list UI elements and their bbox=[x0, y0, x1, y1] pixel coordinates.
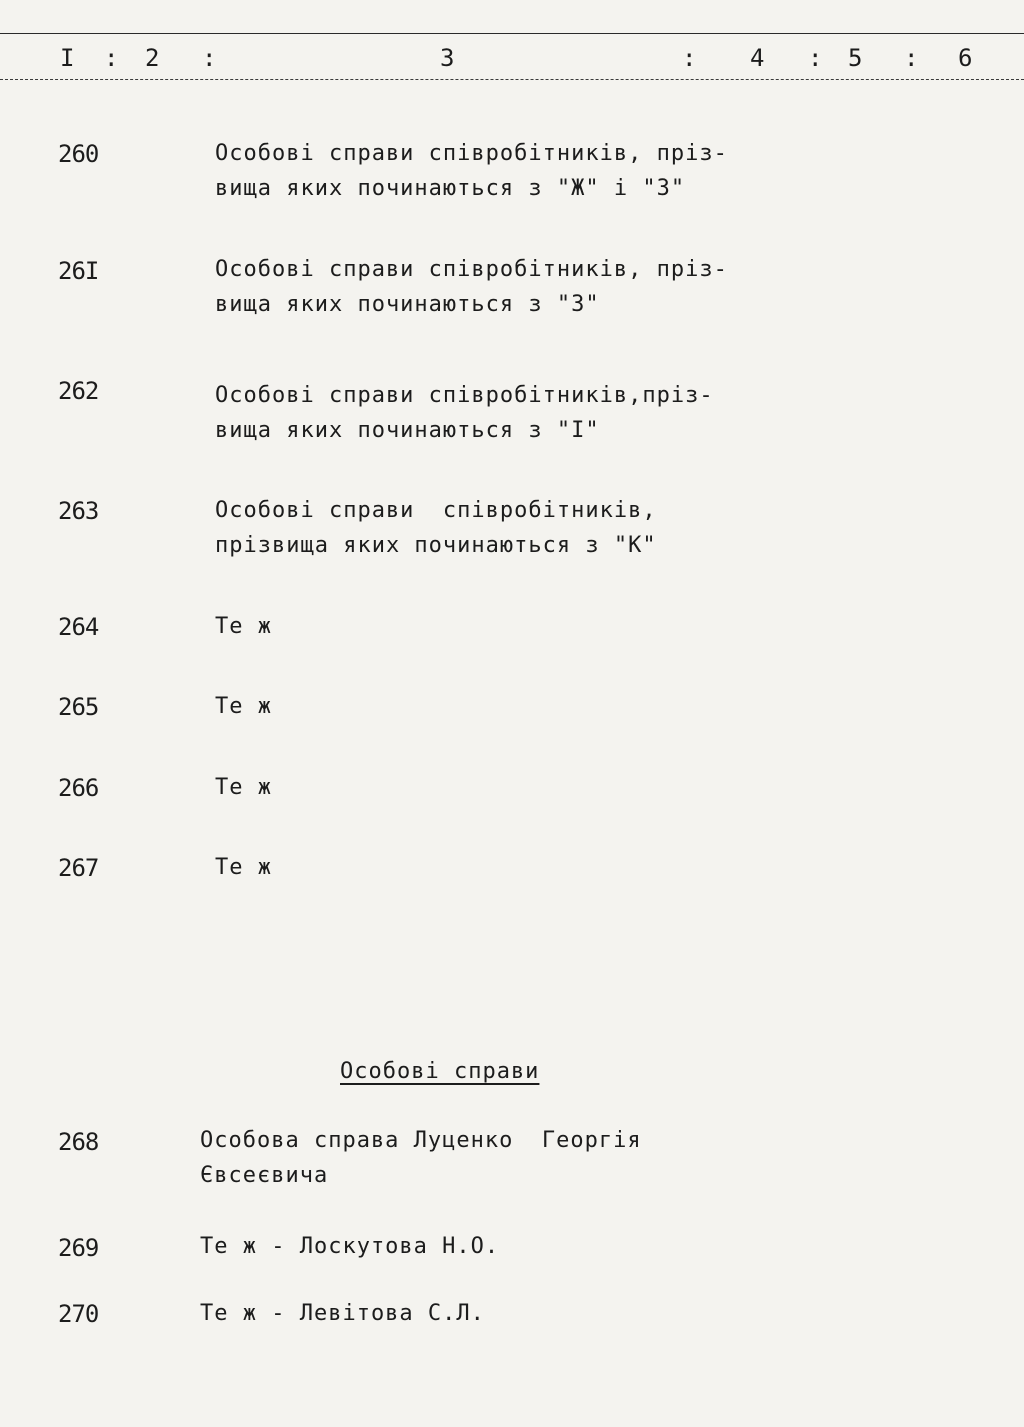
header-separator: : bbox=[202, 44, 217, 72]
entry-title-line: прізвища яких починаються з "К" bbox=[215, 533, 657, 558]
entry-title-line: Особові справи співробітників, пріз- bbox=[215, 141, 728, 166]
entry-title-line: Те ж - Левітова С.Л. bbox=[200, 1301, 485, 1326]
header-rule-bottom bbox=[0, 79, 1024, 80]
entry-number: 268 bbox=[58, 1128, 99, 1156]
header-col-6: 6 bbox=[958, 44, 973, 72]
entry-title-line: вища яких починаються з "I" bbox=[215, 418, 600, 443]
entry-title-line: Особові справи співробітників,пріз- bbox=[215, 383, 714, 408]
entry-title-line: Те ж bbox=[215, 775, 272, 800]
header-col-3: 3 bbox=[440, 44, 455, 72]
section-heading: Особові справи bbox=[340, 1059, 540, 1084]
entry-number: 269 bbox=[58, 1234, 99, 1262]
header-separator: : bbox=[904, 44, 919, 72]
entry-number: 270 bbox=[58, 1300, 99, 1328]
entry-title-line: Особові справи співробітників, bbox=[215, 498, 657, 523]
header-rule-top bbox=[0, 33, 1024, 34]
entry-number: 264 bbox=[58, 613, 99, 641]
entry-number: 265 bbox=[58, 693, 99, 721]
entry-title-line: Те ж bbox=[215, 694, 272, 719]
header-separator: : bbox=[104, 44, 119, 72]
entry-number: 262 bbox=[58, 377, 99, 405]
header-col-4: 4 bbox=[750, 44, 765, 72]
header-col-5: 5 bbox=[848, 44, 863, 72]
entry-number: 26I bbox=[58, 257, 99, 285]
entry-number: 267 bbox=[58, 854, 99, 882]
entry-title-line: Особові справи співробітників, пріз- bbox=[215, 257, 728, 282]
entry-title-line: вища яких починаються з "Ж" і "З" bbox=[215, 176, 686, 201]
header-col-1: I bbox=[60, 44, 75, 72]
entry-number: 263 bbox=[58, 497, 99, 525]
entry-title-line: Особова справа Луценко Георгія bbox=[200, 1128, 642, 1153]
header-separator: : bbox=[682, 44, 697, 72]
entry-number: 266 bbox=[58, 774, 99, 802]
header-col-2: 2 bbox=[145, 44, 160, 72]
entry-title-line: вища яких починаються з "З" bbox=[215, 292, 600, 317]
entry-title-line: Те ж - Лоскутова Н.О. bbox=[200, 1234, 500, 1259]
entry-number: 260 bbox=[58, 140, 99, 168]
entry-title-line: Те ж bbox=[215, 855, 272, 880]
header-separator: : bbox=[808, 44, 823, 72]
entry-title-line: Те ж bbox=[215, 614, 272, 639]
entry-title-line: Євсеєвича bbox=[200, 1163, 329, 1188]
